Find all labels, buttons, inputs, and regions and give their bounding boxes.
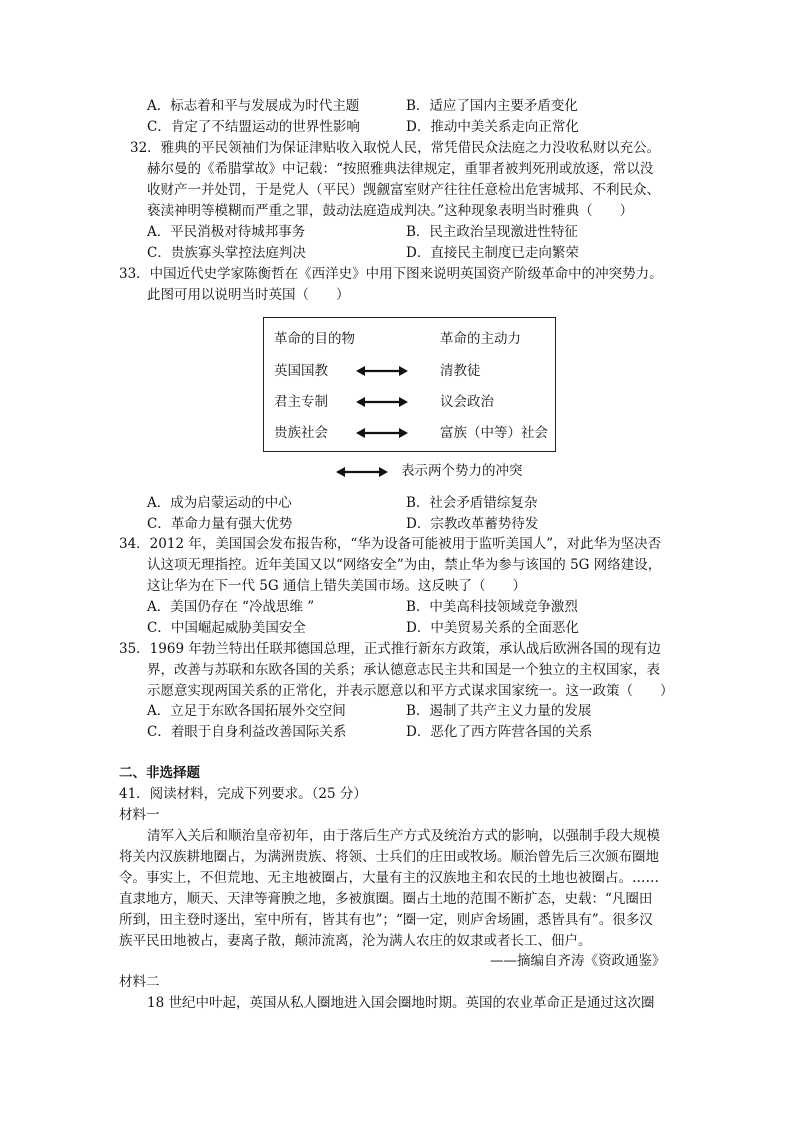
q32-stem-line-4: 亵渎神明等模糊而严重之罪，鼓动法庭造成判决。”这种现象表明当时雅典（ ） [147, 203, 634, 219]
material-2-label: 材料二 [119, 974, 160, 990]
q33-option-b: B．社会矛盾错综复杂 [406, 495, 538, 511]
diagram-row-right-2: 议会政治 [440, 394, 494, 410]
q41-stem: 41．阅读材料，完成下列要求。（25 分） [119, 786, 367, 802]
diagram-row-right-3: 富族（中等）社会 [440, 425, 548, 441]
q35-option-b: B．遏制了共产主义力量的发展 [406, 703, 592, 719]
q34-option-c: C．中国崛起威胁美国安全 [147, 620, 306, 636]
section-heading: 二、非选择题 [119, 765, 200, 781]
material-1-label: 材料一 [119, 807, 160, 823]
material-1-line-5: 所到，田主登时逐出，室中所有，皆其有也”；“圈一定，则庐舍场圃，悉皆具有”。很多汉 [119, 912, 653, 928]
double-arrow-icon [356, 426, 408, 440]
q35-stem-line-2: 界，改善与苏联和东欧各国的关系；承认德意志民主共和国是一个独立的主权国家，表 [147, 662, 660, 678]
conflict-diagram [263, 317, 556, 452]
q34-stem-line-2: 认这项无理指控。近年美国又以“网络安全”为由，禁止华为参与该国的 5G 网络建设， [147, 557, 662, 573]
q31-option-a: A．标志着和平与发展成为时代主题 [147, 98, 360, 114]
material-1-line-1: 清军入关后和顺治皇帝初年，由于落后生产方式及统治方式的影响，以强制手段大规模 [147, 828, 660, 844]
q33-option-c: C．革命力量有强大优势 [147, 516, 293, 532]
q32-option-a: A．平民消极对待城邦事务 [147, 224, 306, 240]
q32-option-c: C．贵族寡头掌控法庭判决 [147, 245, 306, 261]
q32-stem-line-3: 收财产一并处罚，于是党人（平民）觊觎富室财产往往任意检出危害城邦、不利民众、 [147, 182, 660, 198]
diagram-right-header: 革命的主动力 [440, 331, 521, 347]
double-arrow-icon [356, 364, 408, 378]
material-1-line-2: 将关内汉族耕地圈占，为满洲贵族、将领、士兵们的庄田或牧场。顺治曾先后三次颁布圈地 [119, 849, 659, 865]
diagram-legend-text: 表示两个势力的冲突 [401, 463, 523, 479]
q32-option-d: D．直接民主制度已走向繁荣 [406, 245, 579, 261]
material-2-line-1: 18 世纪中叶起，英国从私人圈地进入国会圈地时期。英国的农业革命正是通过这次圈 [147, 995, 655, 1011]
material-1-line-4: 直隶地方，顺天、天津等膏腴之地，多被旗圈。圈占土地的范围不断扩态，史载：“凡圈田 [119, 891, 653, 907]
q34-option-a: A．美国仍存在 “冷战思维 ” [147, 599, 315, 615]
double-arrow-icon [356, 395, 408, 409]
diagram-row-left-3: 贵族社会 [274, 425, 328, 441]
q33-option-a: A．成为启蒙运动的中心 [147, 495, 292, 511]
q31-option-c: C．肯定了不结盟运动的世界性影响 [147, 119, 360, 135]
diagram-row-left-1: 英国国教 [274, 363, 328, 379]
q34-option-d: D．中美贸易关系的全面恶化 [406, 620, 579, 636]
diagram-row-left-2: 君主专制 [274, 394, 328, 410]
material-1-source: ——摘编自齐涛《资政通鉴》 [490, 953, 666, 969]
q35-option-a: A．立足于东欧各国拓展外交空间 [147, 703, 346, 719]
q33-stem-line-2: 此图可用以说明当时英国（ ） [147, 287, 350, 303]
q34-stem-line-3: 这让华为在下一代 5G 通信上错失美国市场。这反映了（ ） [147, 578, 526, 594]
q33-stem-line-1: 33．中国近代史学家陈衡哲在《西洋史》中用下图来说明英国资产阶级革命中的冲突势力。 [119, 266, 663, 282]
legend-double-arrow-icon [336, 465, 388, 479]
q32-stem-line-1: 32．雅典的平民领袖们为保证津贴收入取悦人民，常凭借民众法庭之力没收私财以充公。 [130, 140, 661, 156]
diagram-row-right-1: 清教徒 [440, 363, 481, 379]
q31-option-b: B．适应了国内主要矛盾变化 [406, 98, 578, 114]
q31-option-d: D．推动中美关系走向正常化 [406, 119, 579, 135]
q35-stem-line-1: 35．1969 年勃兰特出任联邦德国总理，正式推行新东方政策，承认战后欧洲各国的现有边 [119, 641, 661, 657]
diagram-left-header: 革命的目的物 [274, 331, 355, 347]
material-1-line-3: 令。事实上，不但荒地、无主地被圈占，大量有主的汉族地主和农民的土地也被圈占。…… [119, 870, 659, 886]
q33-option-d: D．宗教改革蓄势待发 [406, 516, 539, 532]
q32-option-b: B．民主政治呈现激进性特征 [406, 224, 578, 240]
material-1-line-6: 族平民田地被占，妻离子散，颠沛流离，沦为满人农庄的奴隶或者长工、佃户。 [119, 933, 592, 949]
q35-option-d: D．恶化了西方阵营各国的关系 [406, 724, 593, 740]
q35-stem-line-3: 示愿意实现两国关系的正常化，并表示愿意以和平方式谋求国家统一。这一政策（ ） [147, 683, 674, 699]
q35-option-c: C．着眼于自身利益改善国际关系 [147, 724, 347, 740]
q34-stem-line-1: 34．2012 年，美国国会发布报告称，“华为设备可能被用于监听美国人”，对此华为坚决否 [119, 536, 662, 552]
q32-stem-line-2: 赫尔曼的《希腊掌故》中记载：“按照雅典法律规定，重罪者被判死刑或放逐，常以没 [147, 161, 654, 177]
q34-option-b: B．中美高科技领域竞争激烈 [406, 599, 578, 615]
